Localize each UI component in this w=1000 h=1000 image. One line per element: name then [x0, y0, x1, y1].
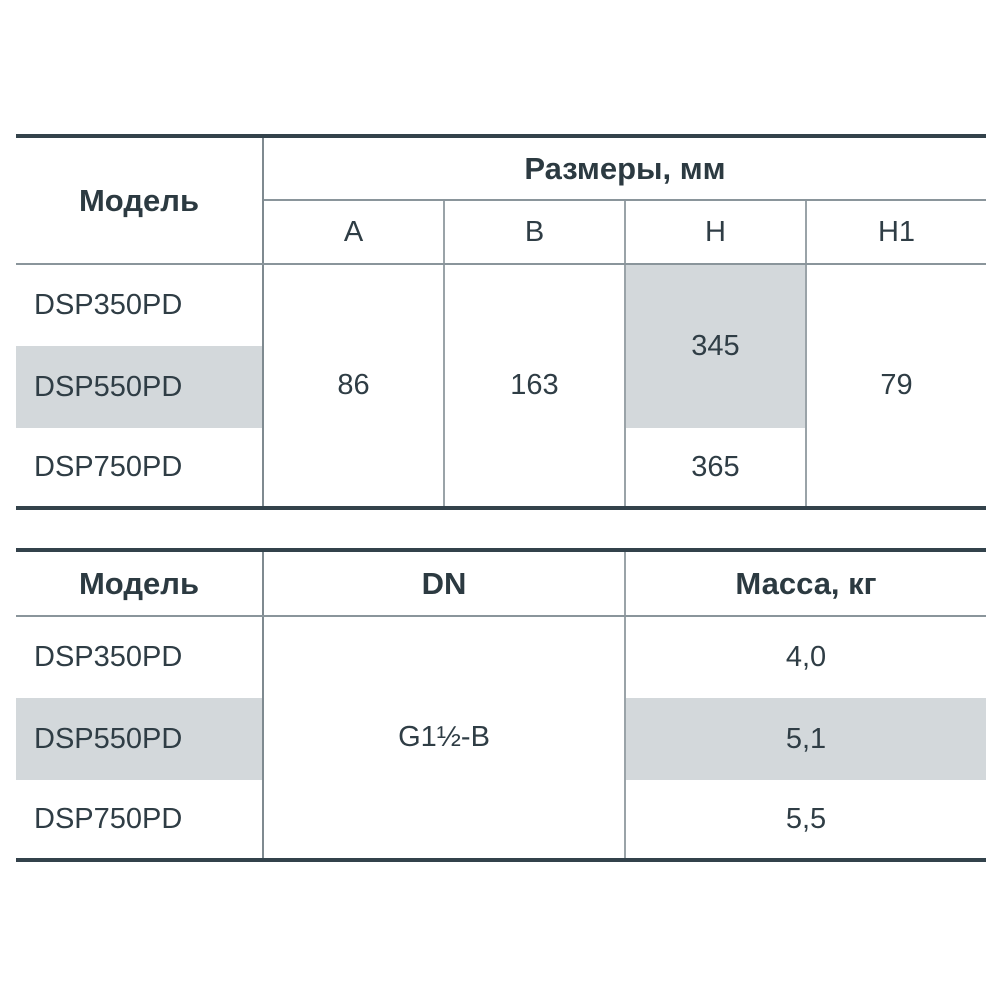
h1-value-cell: 79	[880, 369, 913, 401]
dims-model-cell: DSP350PD	[16, 264, 263, 346]
b-value-cell: 163	[444, 264, 625, 508]
mass-header: Масса, кг	[625, 550, 986, 616]
mass-model-cell: DSP350PD	[16, 616, 263, 698]
dims-model-cell: DSP750PD	[16, 428, 263, 508]
column-header-h1: H1	[806, 200, 986, 264]
column-header-h: H	[625, 200, 806, 264]
dimensions-table	[16, 134, 986, 510]
a-value-cell: 86	[263, 264, 444, 508]
table-row	[16, 264, 986, 346]
mass-model-header: Модель	[16, 550, 263, 616]
h-value-cell: 345	[625, 264, 806, 428]
dims-group-header: Размеры, мм	[263, 136, 986, 200]
dn-header: DN	[263, 550, 625, 616]
mass-table	[16, 548, 986, 862]
dims-model-header: Модель	[16, 136, 263, 264]
mass-model-cell: DSP750PD	[16, 780, 263, 860]
mass-value-cell: 5,5	[785, 802, 827, 835]
h-value-cell: 365	[625, 428, 806, 508]
dims-model-cell: DSP550PD	[16, 346, 263, 428]
table-row	[16, 616, 986, 698]
mass-value-cell: 4,0	[785, 641, 827, 673]
column-header-b: B	[444, 200, 625, 264]
column-header-a: A	[263, 200, 444, 264]
dn-value-cell: G1½-B	[263, 616, 625, 860]
mass-value-cell: 5,1	[625, 698, 986, 780]
mass-model-cell: DSP550PD	[16, 698, 263, 780]
